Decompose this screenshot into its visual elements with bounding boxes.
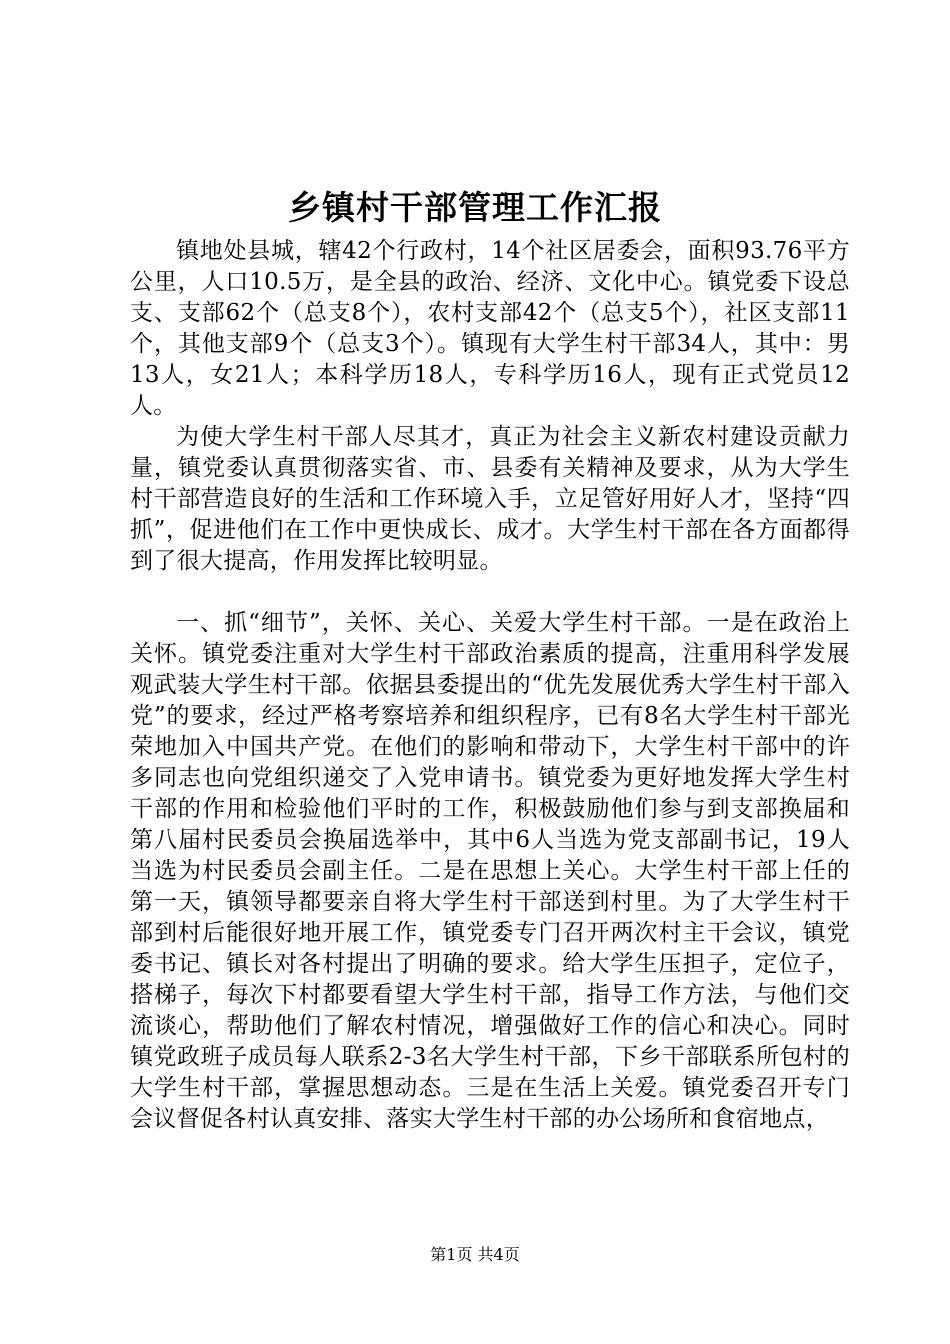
paragraph-intro: 为使大学生村干部人尽其才，真正为社会主义新农村建设贡献力量，镇党委认真贯彻落实省、市、县委有关精神及要求，从为大学生村干部营造良好的生活和工作环境入手，立足管好用好人才，坚持“四抓”，促进他们在工作中更快成长、成才。大学生村干部在各方面都得到了很大提高，作用发挥比较明显。: [130, 424, 850, 574]
paragraph-section-one: 一、抓“细节”，关怀、关心、关爱大学生村干部。一是在政治上关怀。镇党委注重对大学生村干部政治素质的提高，注重用科学发展观武装大学生村干部。依据县委提出的“优先发展优秀大学生村干部入党”的要求，经过严格考察培养和组织程序，已有8名大学生村干部光荣地加入中国共产党。在他们的影响和带动下，大学生村干部中的许多同志也向党组织递交了入党申请书。镇党委为更好地发挥大学生村干部的作用和检验他们平时的工作，积极鼓励他们参与到支部换届和第八届村民委员会换届选举中，其中6人当选为党支部副书记，19人当选为村民委员会副主任。二是在思想上关心。大学生村干部上任的第一天，镇领导都要亲自将大学生村干部送到村里。为了大学生村干部到村后能很好地开展工作，镇党委专门召开两次村主干会议，镇党委书记、镇长对各村提出了明确的要求。给大学生压担子，定位子，搭梯子，每次下村都要看望大学生村干部，指导工作方法，与他们交流谈心，帮助他们了解农村情况，增强做好工作的信心和决心。同时镇党政班子成员每人联系2-3名大学生村干部，下乡干部联系所包村的大学生村干部，掌握思想动态。三是在生活上关爱。镇党委召开专门会议督促各村认真安排、落实大学生村干部的办公场所和食宿地点，: [130, 610, 850, 1132]
page-footer: 第1页 共4页: [430, 1245, 520, 1264]
document-title: 乡镇村干部管理工作汇报: [288, 188, 662, 227]
paragraph-overview: 镇地处县城，辖42个行政村，14个社区居委会，面积93.76平方公里，人口10.5万，是全县的政治、经济、文化中心。镇党委下设总支、支部62个（总支8个），农村支部42个（总支5个），社区支部11个，其他支部9个（总支3个）。镇现有大学生村干部34人，其中：男13人，女21人；本科学历18人，专科学历16人，现有正式党员12人。: [130, 238, 850, 419]
document-body: [130, 236, 850, 1135]
